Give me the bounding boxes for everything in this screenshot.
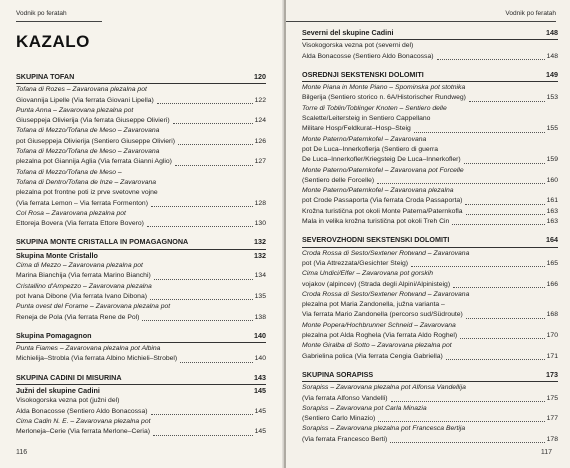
toc-entry-line (16, 137, 266, 147)
section-gap (16, 323, 266, 331)
section-gap (302, 362, 558, 370)
entry-text: Bilgerija (Sentiero storico n. 6A/Historischer Rundweg) (302, 94, 466, 102)
section-title: OSREDNJI SEKSTENSKI DOLOMITI (302, 69, 424, 79)
dot-leader (465, 204, 544, 205)
toc-entry-line (302, 310, 558, 320)
dot-leader (150, 299, 253, 300)
dot-leader (411, 266, 545, 267)
dot-leader (154, 279, 253, 280)
running-head-left: Vodnik po feratah (16, 10, 67, 17)
toc-entry-line (16, 126, 266, 136)
toc-entry-line (302, 41, 558, 51)
toc-entry-line (16, 106, 266, 116)
entry-text: Punta Anna – Zavarovana plezalna pot (16, 106, 134, 114)
section-title: Severni del skupine Cadini (302, 28, 394, 37)
dot-leader (390, 442, 544, 443)
entry-page: 127 (254, 158, 266, 166)
toc-entry-line (302, 249, 558, 259)
entry-text: Cristallino d'Ampezzo – Zavarovana plezalna (16, 282, 152, 290)
section-title: SKUPINA TOFAN (16, 72, 75, 81)
entry-text: pot Giuseppeja Olivierija (Sentiero Giuseppe Olivieri) (16, 137, 176, 145)
toc-entry-line (16, 344, 266, 354)
toc-entry-line (302, 280, 558, 290)
dot-leader (151, 414, 253, 415)
section-title: SEVEROVZHODNI SEKSTENSKI DOLOMITI (302, 235, 450, 245)
entry-page: 128 (254, 199, 266, 207)
toc-entry-line (16, 219, 266, 229)
entry-text: Krožna turistična pot okoli Monte Paterna/Paternkofla (302, 207, 463, 215)
dot-leader (180, 362, 252, 363)
entry-page: 160 (546, 176, 558, 184)
entry-text: vojakov (alpincev) (Strada degli Alpini/Alpinisteig) (302, 280, 451, 288)
toc-section-heading (302, 70, 558, 82)
toc-entry-line (302, 155, 558, 165)
section-gap (302, 227, 558, 235)
toc-entry-line (302, 166, 558, 176)
entry-page: 163 (546, 218, 558, 226)
entry-text: Tofana di Dentro/Tofana de Inze – Zavarovana (16, 178, 157, 186)
toc-entry-line (302, 259, 558, 269)
entry-page: 175 (546, 394, 558, 402)
entry-text: De Luca–Innerkofler/Kriegsteig De Luca–Innerkofler) (302, 156, 461, 164)
section-page: 120 (254, 72, 266, 81)
toc-entry-line (302, 52, 558, 62)
entry-page: 134 (254, 272, 266, 280)
toc-entry-line (16, 396, 266, 406)
entry-text: pot Crode Passaporta (Via ferrata Croda Passaporta) (302, 197, 463, 205)
running-head-rule (16, 21, 102, 22)
entry-page: 161 (546, 197, 558, 205)
dot-leader (142, 320, 252, 321)
subsection-title: Južni del skupine Cadini (16, 386, 100, 396)
toc-entry-line (302, 352, 558, 362)
entry-text: plezalna pot Maria Zandonella, južna varianta – (302, 301, 445, 309)
entry-text: Visokogorska vezna pot (severni del) (302, 42, 414, 50)
entry-page: 166 (546, 280, 558, 288)
entry-text: Tofana di Rozes – Zavarovana plezalna pot (16, 86, 147, 94)
entry-text: Cima Cadin N. E. – Zavarovana plezalna pot (16, 417, 151, 425)
entry-text: pot (Via Attrezzata/Gesichter Steig) (302, 259, 409, 267)
toc-right (302, 28, 558, 445)
dot-leader (157, 103, 253, 104)
toc-entry-line (302, 404, 558, 414)
entry-text: Monte Piana in Monte Piano – Spominska pot stotnika (302, 84, 466, 92)
toc-entry-line (302, 414, 558, 424)
toc-section-heading (302, 235, 558, 247)
entry-page: 159 (546, 156, 558, 164)
toc-entry-line (302, 104, 558, 114)
entry-text: pot Ivana Dibone (Via ferrata Ivano Dibona) (16, 292, 147, 300)
dot-leader (469, 101, 545, 102)
section-page: 132 (254, 237, 266, 247)
entry-text: Tofana di Mezzo/Tofana de Meso – Zavarovana (16, 148, 160, 156)
entry-text: Marina Bianchija (Via ferrata Marino Bianchi) (16, 272, 151, 280)
toc-left (16, 72, 266, 438)
entry-page: 130 (254, 220, 266, 228)
entry-text: Sorapiss – Zavarovana plezalna pot Francesca Bertija (302, 425, 466, 433)
entry-text: Monte Popera/Hochbrunner Schneid – Zavarovana (302, 321, 456, 329)
entry-text: Sorapiss – Zavarovana plezalna pot Alfonsa Vandellija (302, 384, 466, 392)
entry-text: Reneja de Pola (Via ferrata Rene de Pol) (16, 313, 140, 321)
dot-leader (378, 421, 544, 422)
toc-entry-line (16, 417, 266, 427)
entry-page: 148 (546, 52, 558, 60)
dot-leader (377, 183, 545, 184)
toc-entry-line (16, 271, 266, 281)
entry-text: (Via ferrata Francesco Berti) (302, 435, 388, 443)
section-title: Skupina Pomagagnon (16, 330, 92, 340)
toc-entry-line (16, 407, 266, 417)
toc-entry-line (302, 341, 558, 351)
entry-text: Col Rosa – Zavarovana plezalna pot (16, 209, 126, 217)
toc-entry-line (302, 124, 558, 134)
section-title: SKUPINA CADINI DI MISURINA (16, 372, 122, 382)
toc-section-heading (16, 237, 266, 249)
entry-page: 153 (546, 94, 558, 102)
section-gap (16, 365, 266, 373)
entry-text: plezalna pot frontne poti iz prve svetovne vojne (16, 189, 158, 197)
toc-entry-line (16, 199, 266, 209)
section-page: 173 (546, 369, 558, 379)
entry-text: Giuseppeja Olivierija (Via ferrata Giuseppe Olivieri) (16, 117, 170, 125)
running-head-rule (286, 21, 556, 22)
left-page (0, 0, 284, 468)
page-number-left: 116 (16, 449, 28, 456)
entry-text: Croda Rossa di Sesto/Sextener Rotwand – Zavarovana (302, 290, 470, 298)
toc-entry-line (302, 331, 558, 341)
entry-text: Giovannija Lipelle (Via ferrata Giovani Lipella) (16, 96, 154, 104)
dot-leader (453, 287, 545, 288)
section-page: 164 (546, 235, 558, 245)
toc-entry-line (302, 186, 558, 196)
entry-text: Visokogorska vezna pot (južni del) (16, 397, 120, 405)
entry-text: Cima di Mezzo – Zavarovana plezalna pot (16, 262, 143, 270)
entry-page: 124 (254, 117, 266, 125)
subsection-page: 145 (254, 386, 266, 396)
subsection-page: 132 (254, 250, 266, 260)
toc-entry-line (302, 217, 558, 227)
dot-leader (153, 435, 253, 436)
toc-entry-line (302, 114, 558, 124)
entry-page: 155 (546, 125, 558, 133)
entry-text: Tofana di Mezzo/Tofana de Meso – Zavarovana (16, 127, 160, 135)
toc-section-heading (16, 331, 266, 343)
entry-text: (Sentiero delle Forcelle) (302, 176, 375, 184)
dot-leader (391, 401, 545, 402)
entry-text: Militare Hosp/Feldkurat–Hosp–Steig (302, 125, 411, 133)
toc-entry-line (302, 269, 558, 279)
toc-entry-line (16, 282, 266, 292)
entry-text: Michielija–Strobla (Via ferrata Albino Michieli–Strobel) (16, 355, 178, 363)
entry-text: Punta ovest del Forame – Zavarovana plezalna pot (16, 303, 171, 311)
toc-entry-line (302, 196, 558, 206)
toc-entry-line (16, 354, 266, 364)
entry-page: 126 (254, 137, 266, 145)
section-page: 148 (546, 28, 558, 37)
entry-text: Monte Paterno/Paternkofel – Zavarovana (302, 135, 427, 143)
running-head-right: Vodnik po feratah (505, 10, 556, 17)
toc-section-heading (16, 373, 266, 385)
toc-entry-line (16, 427, 266, 437)
section-title: SKUPINA SORAPISS (302, 369, 374, 379)
entry-page: 135 (254, 292, 266, 300)
entry-text: (Via ferrata Alfonso Vandelli) (302, 394, 388, 402)
toc-entry-line (302, 207, 558, 217)
toc-entry-line (16, 188, 266, 198)
toc-entry-line (302, 435, 558, 445)
toc-entry-line (16, 313, 266, 323)
entry-text: Torre di Toblin/Toblinger Knoten – Sentiero delle (302, 104, 447, 112)
section-gap (16, 229, 266, 237)
entry-text: Scalette/Leitersteig in Sentiero Cappellano (302, 115, 431, 123)
entry-text: pot De Luca–Innerkoflerja (Sentiero di guerra (302, 145, 439, 153)
dot-leader (460, 338, 544, 339)
subsection-title: Skupina Monte Cristallo (16, 250, 98, 260)
section-page: 149 (546, 69, 558, 79)
toc-subsection-heading (16, 251, 266, 261)
toc-entry-line (16, 157, 266, 167)
entry-text: (Sentiero Carlo Minazio) (302, 415, 376, 423)
dot-leader (466, 214, 545, 215)
entry-text: Sorapiss – Zavarovana pot Carla Minazia (302, 404, 427, 412)
entry-text: plezalna pot Giannija Aglia (Via ferrata Gianni Aglio) (16, 158, 172, 166)
section-page: 140 (254, 330, 266, 340)
entry-page: 140 (254, 355, 266, 363)
dot-leader (151, 206, 253, 207)
entry-page: 165 (546, 259, 558, 267)
toc-entry-line (16, 116, 266, 126)
entry-page: 168 (546, 311, 558, 319)
entry-text: Monte Paterno/Paternkofel – Zavarovana plezalna (302, 187, 454, 195)
entry-text: Monte Giralba di Sotto – Zavarovana plezalna pot (302, 342, 452, 350)
page-title: KAZALO (16, 32, 90, 51)
entry-text: Punta Fiames – Zavarovana plezalna pot Albina (16, 345, 161, 353)
entry-text: plezalna pot Alda Roghela (Via ferrata Aldo Roghel) (302, 332, 458, 340)
dot-leader (175, 165, 253, 166)
entry-text: Alda Bonacosse (Sentiero Aldo Bonacossa) (16, 407, 148, 415)
toc-entry-line (302, 424, 558, 434)
entry-text: (Via ferrata Lemon – Via ferrata Formenton) (16, 199, 148, 207)
toc-entry-line (302, 300, 558, 310)
toc-entry-line (16, 147, 266, 157)
toc-entry-line (16, 96, 266, 106)
entry-text: Mala in velika krožna turistična pot okoli Treh Cin (302, 218, 450, 226)
toc-entry-line (16, 178, 266, 188)
toc-entry-line (302, 83, 558, 93)
entry-page: 177 (546, 415, 558, 423)
entry-page: 163 (546, 207, 558, 215)
dot-leader (446, 359, 545, 360)
page-number-right: 117 (540, 449, 552, 456)
right-page (286, 0, 570, 468)
dot-leader (437, 59, 545, 60)
toc-entry-line (16, 168, 266, 178)
entry-text: Ettoreja Bovera (Via ferrata Ettore Bovero) (16, 220, 144, 228)
dot-leader (464, 163, 545, 164)
dot-leader (173, 123, 253, 124)
dot-leader (178, 144, 253, 145)
dot-leader (414, 132, 545, 133)
entry-text: Alda Bonacosse (Sentiero Aldo Bonacossa) (302, 52, 434, 60)
toc-entry-line (302, 290, 558, 300)
toc-entry-line (16, 261, 266, 271)
entry-text: Merloneja–Cerie (Via ferrata Merlone–Ceria) (16, 428, 150, 436)
entry-page: 170 (546, 332, 558, 340)
entry-page: 145 (254, 407, 266, 415)
toc-section-heading (302, 28, 558, 40)
toc-entry-line (302, 135, 558, 145)
toc-entry-line (302, 383, 558, 393)
entry-page: 178 (546, 435, 558, 443)
toc-entry-line (16, 292, 266, 302)
dot-leader (452, 224, 544, 225)
entry-page: 171 (546, 352, 558, 360)
entry-page: 145 (254, 428, 266, 436)
dot-leader (466, 318, 545, 319)
section-page: 143 (254, 372, 266, 382)
toc-section-heading (16, 72, 266, 84)
entry-text: Tofana di Mezzo/Tofana de Meso – (16, 168, 122, 176)
toc-entry-line (302, 145, 558, 155)
toc-entry-line (16, 85, 266, 95)
toc-entry-line (302, 176, 558, 186)
section-title: SKUPINA MONTE CRISTALLA IN POMAGAGNONA (16, 237, 189, 247)
entry-text: Cima Undici/Elfer – Zavarovana pot gorskih (302, 270, 434, 278)
entry-text: Croda Rossa di Sesto/Sextener Rotwand – Zavarovana (302, 249, 470, 257)
dot-leader (147, 226, 253, 227)
toc-entry-line (302, 93, 558, 103)
toc-entry-line (16, 209, 266, 219)
toc-entry-line (302, 321, 558, 331)
toc-subsection-heading (16, 386, 266, 396)
toc-entry-line (16, 302, 266, 312)
entry-page: 138 (254, 313, 266, 321)
toc-entry-line (302, 394, 558, 404)
entry-text: Gabrielina polica (Via ferrata Cengia Gabriella) (302, 352, 443, 360)
section-gap (302, 62, 558, 70)
entry-text: Via ferrata Mario Zandonella (percorso sud/Südroute) (302, 311, 463, 319)
entry-page: 122 (254, 96, 266, 104)
toc-section-heading (302, 370, 558, 382)
entry-text: Monte Paterno/Paternkofel – Zavarovana pot Forcelle (302, 166, 464, 174)
